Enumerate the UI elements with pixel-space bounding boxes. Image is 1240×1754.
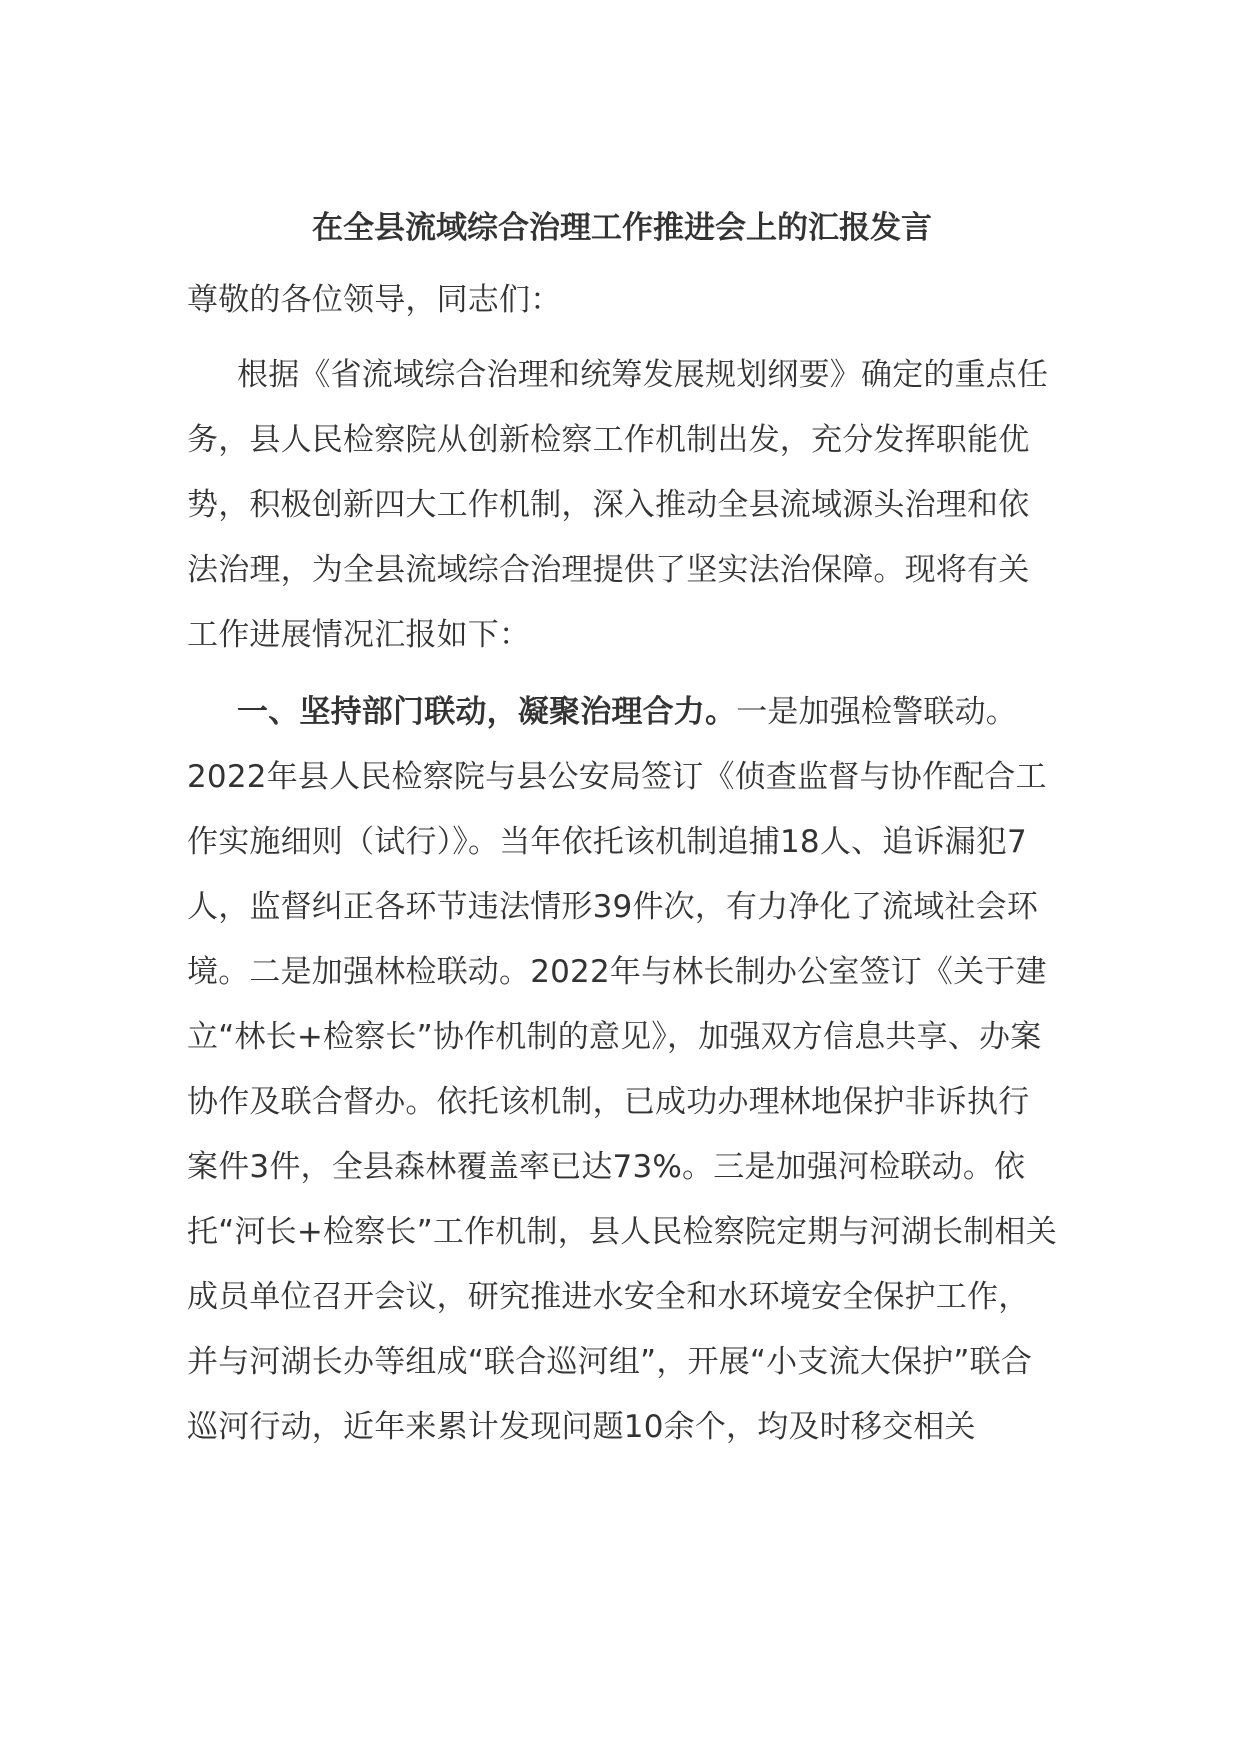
document-body [187, 198, 1057, 1472]
section-1-heading: 一、坚持部门联动，凝聚治理合力。 [237, 694, 737, 730]
section-1-paragraph [187, 680, 1057, 1460]
document-title: 在全县流域综合治理工作推进会上的汇报发言 [312, 210, 932, 246]
salutation: 尊敬的各位领导，同志们： [187, 282, 562, 318]
intro-paragraph: 根据《省流域综合治理和统筹发展规划纲要》确定的重点任务，县人民检察院从创新检察工作机制出发，充分发挥职能优势，积极创新四大工作机制，深入推动全县流域源头治理和依法治理，为全县流域综合治理提供了坚实法治保障。现将有关工作进展情况汇报如下： [187, 357, 1049, 653]
section-1-body: 一是加强检警联动。2022年县人民检察院与县公安局签订《侦查监督与协作配合工作实施细则（试行）》。当年依托该机制追捕18人、追诉漏犯7人，监督纠正各环节违法情形39件次，有力净化了流域社会环境。二是加强林检联动。2022年与林长制办公室签订《关于建立“林长+检察长”协作机制的意见》，加强双方信息共享、办案协作及联合督办。依托该机制，已成功办理林地保护非诉执行案件3件，全县森林覆盖率已达73%。三是加强河检联动。依托“河长+检察长”工作机制，县人民检察院定期与河湖长制相关成员单位召开会议，研究推进水安全和水环境安全保护工作，并与河湖长办等组成“联合巡河组”，开展“小支流大保护”联合巡河行动，近年来累计发现问题10余个，均及时移交相关 [187, 694, 1057, 1445]
